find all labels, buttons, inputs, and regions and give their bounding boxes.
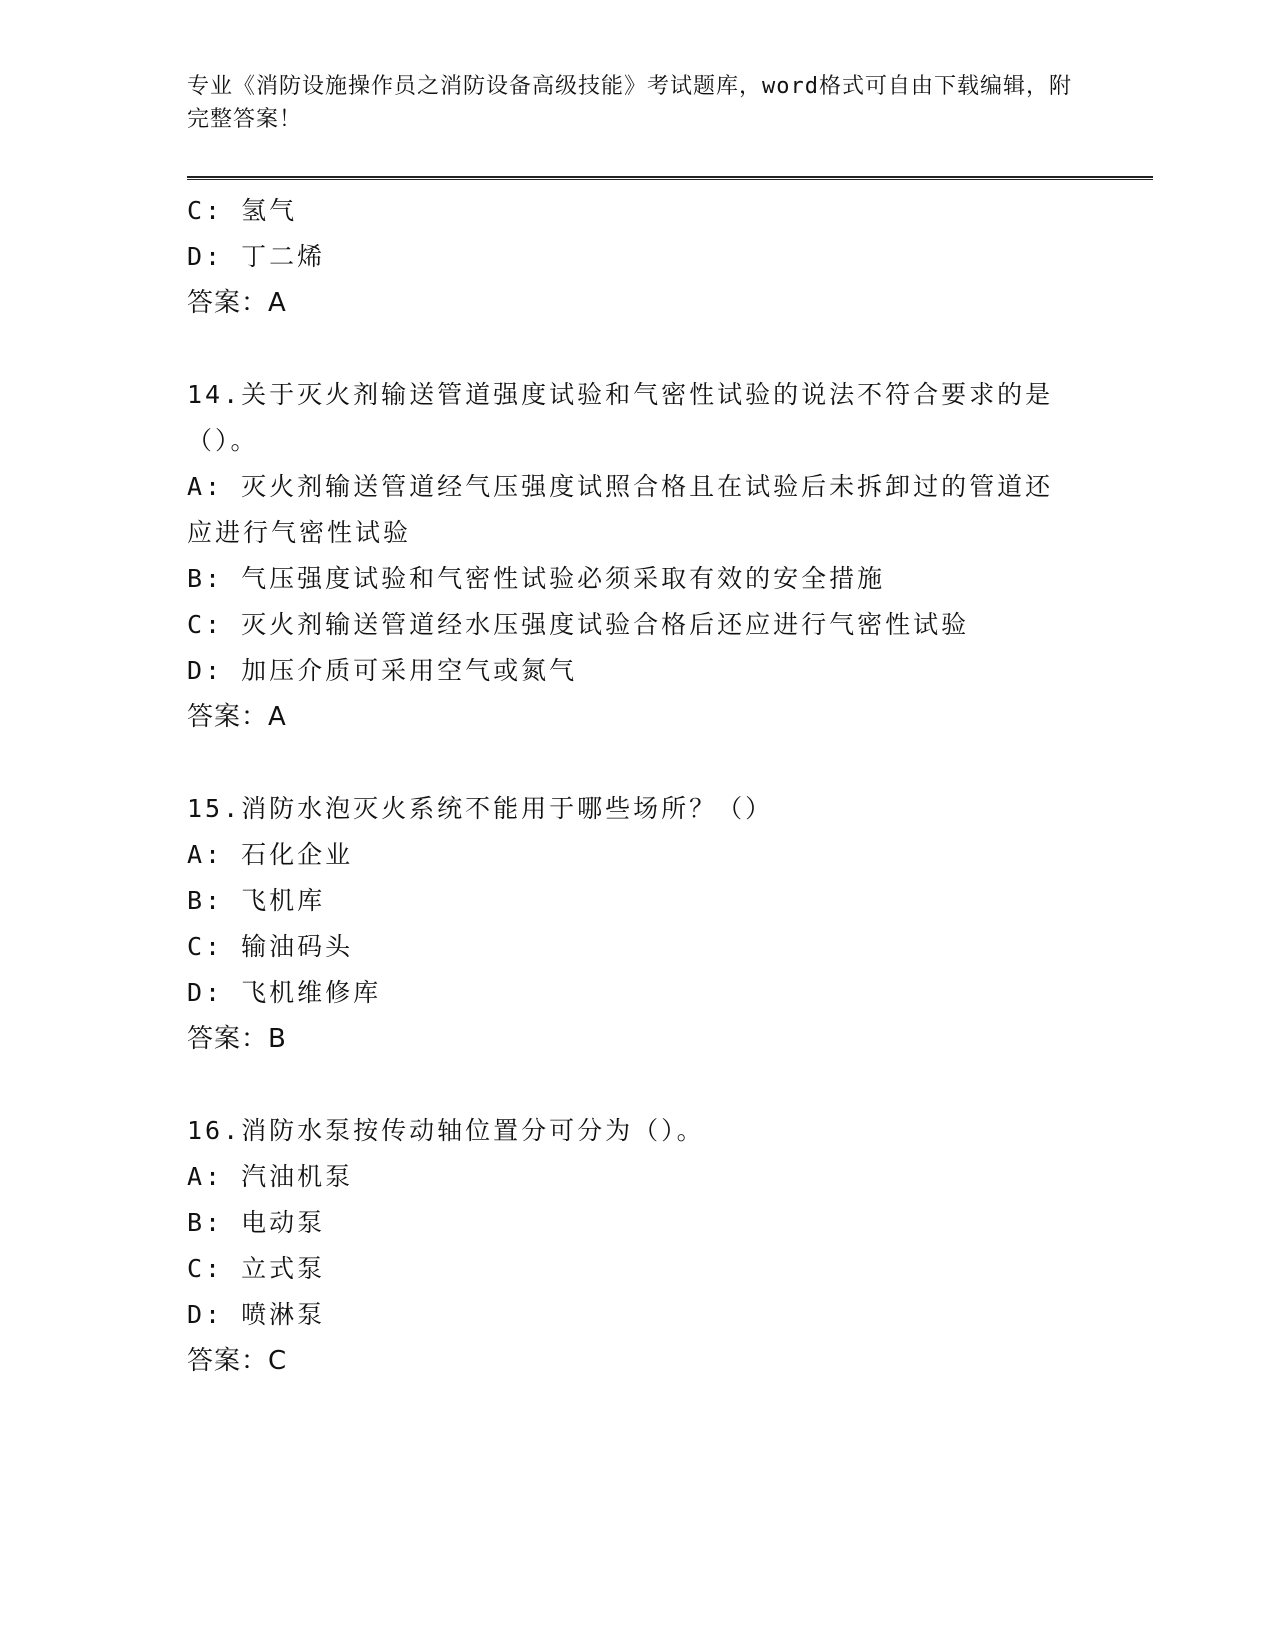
option-c: C: 输油码头: [187, 932, 354, 961]
answer-line: 答案：A: [187, 702, 287, 732]
option-c: C: 灭火剂输送管道经水压强度试验合格后还应进行气密性试验: [187, 610, 970, 639]
option-c: C: 立式泵: [187, 1254, 326, 1283]
option-b: B: 气压强度试验和气密性试验必须采取有效的安全措施: [187, 564, 886, 593]
option-b: B: 电动泵: [187, 1208, 326, 1237]
question-14: [187, 372, 1087, 740]
question-16: [187, 1108, 1087, 1384]
spacer: [187, 1062, 1087, 1108]
document-header: 专业《消防设施操作员之消防设备高级技能》考试题库，word格式可自由下载编辑，附完整答案！: [187, 74, 1072, 132]
spacer: [187, 740, 1087, 786]
option-d: D: 丁二烯: [187, 242, 326, 271]
question-15: [187, 786, 1087, 1062]
answer-line: 答案：B: [187, 1024, 287, 1054]
question-stem: 15.消防水泡灭火系统不能用于哪些场所？（）: [187, 794, 774, 823]
question-13-continued: [187, 188, 1087, 326]
question-stem-continued: （）。: [187, 426, 259, 455]
option-d: D: 飞机维修库: [187, 978, 382, 1007]
answer-line: 答案：C: [187, 1346, 288, 1376]
answer-line: 答案：A: [187, 288, 287, 318]
option-b: B: 飞机库: [187, 886, 326, 915]
question-stem: 16.消防水泵按传动轴位置分可分为（）。: [187, 1116, 705, 1145]
option-a: A: 灭火剂输送管道经气压强度试照合格且在试验后未拆卸过的管道还: [187, 472, 1054, 501]
option-d: D: 加压介质可采用空气或氮气: [187, 656, 578, 685]
option-a: A: 石化企业: [187, 840, 354, 869]
question-stem: 14.关于灭火剂输送管道强度试验和气密性试验的说法不符合要求的是: [187, 380, 1054, 409]
option-d: D: 喷淋泵: [187, 1300, 326, 1329]
option-a: A: 汽油机泵: [187, 1162, 354, 1191]
header-divider: [187, 176, 1153, 180]
option-a-continued: 应进行气密性试验: [187, 518, 412, 547]
spacer: [187, 326, 1087, 372]
question-list: [187, 188, 1087, 1384]
option-c: C: 氢气: [187, 196, 298, 225]
